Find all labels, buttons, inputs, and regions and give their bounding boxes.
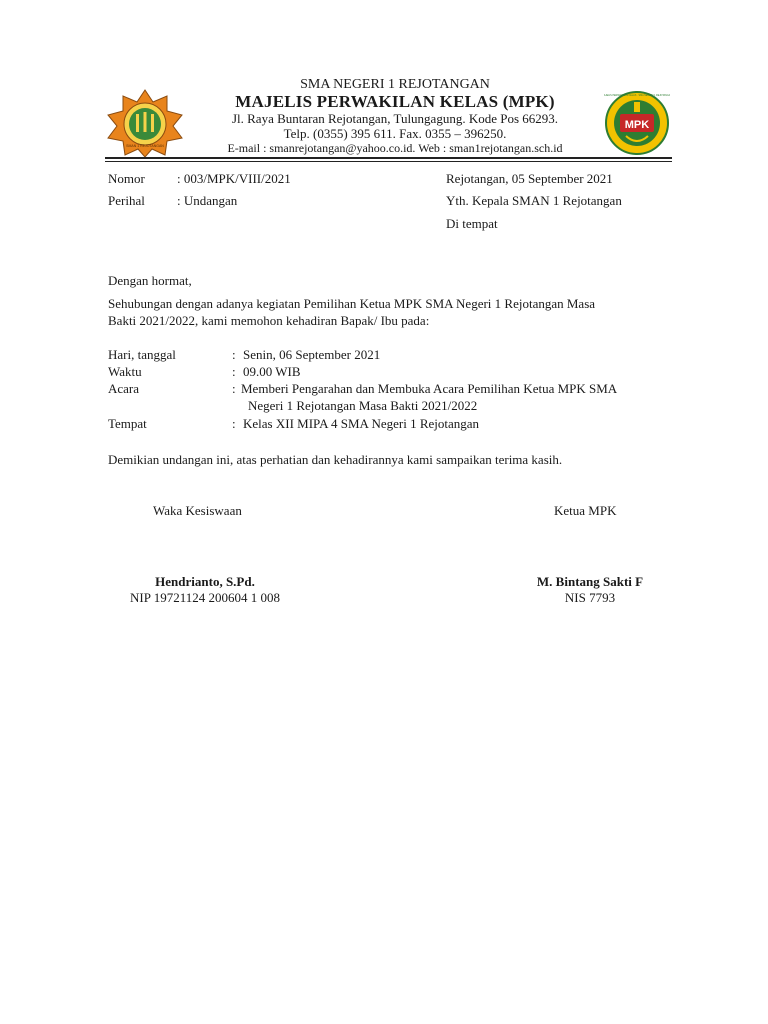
- organization-name: MAJELIS PERWAKILAN KELAS (MPK): [235, 92, 555, 111]
- recipient-place: Di tempat: [446, 216, 498, 231]
- school-logo-text: SMAN 1 REJOTANGAN: [126, 144, 164, 148]
- recipient: Yth. Kepala SMAN 1 Rejotangan: [446, 193, 622, 208]
- detail-label-tempat: Tempat: [108, 416, 147, 431]
- right-signature-id: NIS 7793: [564, 590, 616, 605]
- left-signature-id: NIP 19721124 200604 1 008: [130, 590, 280, 605]
- detail-colon-tempat: :: [232, 416, 236, 431]
- school-contact: E-mail : smanrejotangan@yahoo.co.id. Web : sman1rejotangan.sch.id: [227, 141, 563, 155]
- closing: Demikian undangan ini, atas perhatian dan kehadirannya kami sampaikan terima kasih.: [108, 452, 563, 467]
- nomor-label: Nomor: [108, 171, 145, 186]
- detail-colon-waktu: :: [232, 364, 236, 379]
- detail-value-acara: Memberi Pengarahan dan Membuka Acara Pemilihan Ketua MPK SMA: [241, 381, 618, 396]
- right-signature-title: Ketua MPK: [554, 503, 617, 518]
- mpk-logo-ring-text: MAJELIS PERWAKILAN KELAS · SMA NEGERI 1 REJOTANGAN: [604, 94, 670, 97]
- detail-label-hari: Hari, tanggal: [108, 347, 176, 362]
- mpk-logo-text: MPK: [624, 119, 650, 131]
- intro-line-1: Sehubungan dengan adanya kegiatan Pemilihan Ketua MPK SMA Negeri 1 Rejotangan Masa: [108, 296, 596, 311]
- detail-value-hari: Senin, 06 September 2021: [243, 347, 381, 362]
- school-address: Jl. Raya Buntaran Rejotangan, Tulungagung. Kode Pos 66293.: [231, 111, 559, 126]
- right-signature-name: M. Bintang Sakti F: [536, 574, 644, 589]
- perihal-label: Perihal: [108, 193, 145, 208]
- school-name: SMA NEGERI 1 REJOTANGAN: [300, 77, 490, 92]
- greeting: Dengan hormat,: [108, 273, 192, 288]
- left-signature-name: Hendrianto, S.Pd.: [155, 574, 255, 589]
- detail-colon-acara: :: [232, 381, 236, 396]
- perihal-value: : Undangan: [177, 193, 238, 208]
- intro-line-2: Bakti 2021/2022, kami memohon kehadiran Bapak/ Ibu pada:: [108, 313, 430, 328]
- detail-label-acara: Acara: [108, 381, 140, 396]
- left-signature-title: Waka Kesiswaan: [153, 503, 242, 518]
- detail-value-tempat: Kelas XII MIPA 4 SMA Negeri 1 Rejotangan: [243, 416, 480, 431]
- detail-colon-hari: :: [232, 347, 236, 362]
- detail-value-waktu: 09.00 WIB: [243, 364, 301, 379]
- nomor-value: : 003/MPK/VIII/2021: [177, 171, 291, 186]
- detail-value-acara-line-2: Negeri 1 Rejotangan Masa Bakti 2021/2022: [248, 398, 478, 413]
- school-phone-fax: Telp. (0355) 395 611. Fax. 0355 – 396250.: [283, 126, 507, 141]
- letterhead-divider-thin: [105, 161, 672, 162]
- detail-label-waktu: Waktu: [108, 364, 142, 379]
- letterhead-divider: [105, 157, 672, 159]
- place-date: Rejotangan, 05 September 2021: [446, 171, 613, 186]
